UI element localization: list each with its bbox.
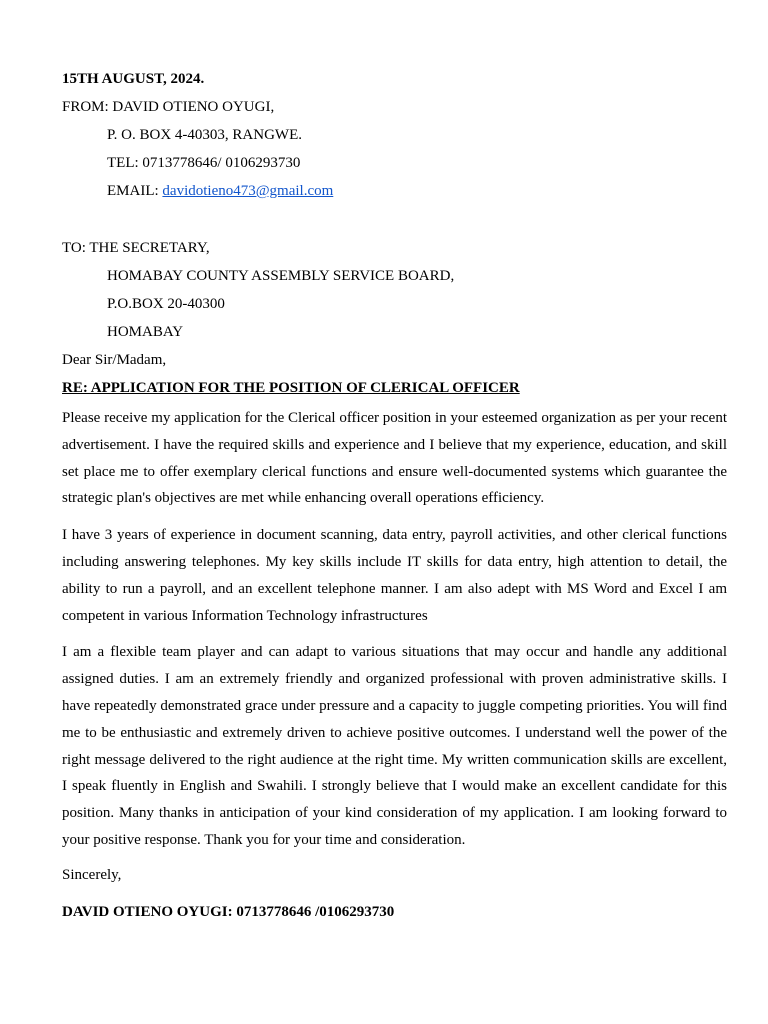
- email-label: EMAIL:: [107, 183, 163, 199]
- to-line: TO: THE SECRETARY,: [62, 240, 210, 256]
- letter-page: [62, 68, 727, 923]
- to-organization: HOMABAY COUNTY ASSEMBLY SERVICE BOARD,: [107, 268, 455, 284]
- signature-line: DAVID OTIENO OYUGI: 0713778646 /0106293730: [62, 903, 395, 920]
- email-link[interactable]: davidotieno473@gmail.com: [162, 183, 334, 199]
- from-telephone: TEL: 0713778646/ 0106293730: [107, 155, 301, 171]
- from-email-row: [62, 180, 727, 208]
- to-po-box: P.O.BOX 20-40300: [107, 296, 225, 312]
- to-town: HOMABAY: [107, 324, 184, 340]
- body-paragraph-3: I am a flexible team player and can adapt to various situations that may occur and handle any additional assigned duties. I am an extremely friendly and organized professional with proven administrative skills. I have repeatedly demonstrated grace under pressure and a capacity to juggle competing priorities. You will find me to be enthusiastic and extremely driven to achieve positive outcomes. I understand well the power of the right message delivered to the right audience at the right time. My written communication skills are excellent, I speak fluently in English and Swahili. I strongly believe that I would make an excellent candidate for this position. Many thanks in anticipation of your kind consideration of my application. I am looking forward to your positive response. Thank you for your time and consideration.: [62, 644, 727, 848]
- body-paragraph-2: I have 3 years of experience in document scanning, data entry, payroll activities, and other clerical functions including answering telephones. My key skills include IT skills for data entry, high attention to detail, the ability to run a payroll, and an excellent telephone manner. I am also adept with MS Word and Excel I am competent in various Information Technology infrastructures: [62, 527, 727, 624]
- body-paragraph-1: Please receive my application for the Clerical officer position in your esteemed organization as per your recent advertisement. I have the required skills and experience and I believe that my experience, education, and skill set place me to offer exemplary clerical functions and ensure well-documented systems which guarantee the strategic plan's objectives are met while enhancing overall operations efficiency.: [62, 410, 727, 507]
- from-address: P. O. BOX 4-40303, RANGWE.: [107, 127, 302, 143]
- spacer: [62, 208, 727, 237]
- letter-date: 15TH AUGUST, 2024.: [62, 71, 205, 87]
- salutation: Dear Sir/Madam,: [62, 352, 167, 368]
- closing: Sincerely,: [62, 866, 122, 883]
- subject-line: RE: APPLICATION FOR THE POSITION OF CLERICAL OFFICER: [62, 380, 520, 396]
- from-line: FROM: DAVID OTIENO OYUGI,: [62, 99, 275, 115]
